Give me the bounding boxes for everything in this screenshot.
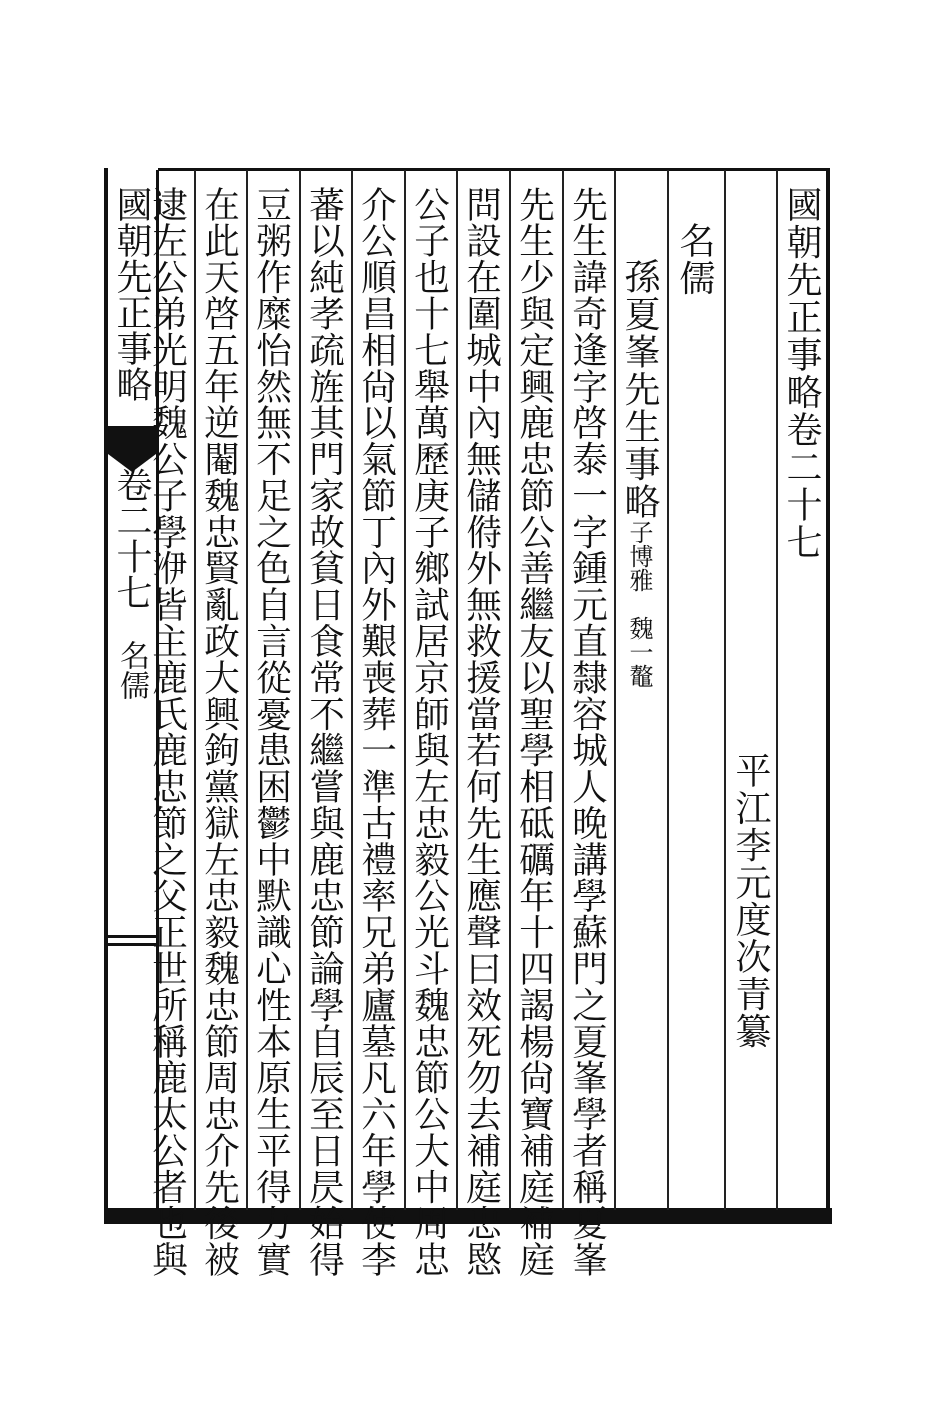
spine-section: 名儒	[114, 640, 149, 700]
top-border-rule	[158, 168, 830, 171]
text-column: 公子也十七舉萬歷庚子鄉試居京師與左忠毅公光斗魏忠節公大中周忠	[408, 186, 450, 1278]
text-column: 蕃以純孝疏旌其門家故貧日食常不繼嘗與鹿忠節論學自辰至日昃始得	[303, 186, 345, 1278]
text-column: 問設在圍城中內無儲偫外無救援當若何先生應聲曰效死勿去補庭忠愍	[460, 186, 502, 1278]
column-rule	[456, 170, 458, 1210]
column-rule	[667, 170, 669, 1210]
column-rule	[776, 170, 778, 1210]
column-rule	[246, 170, 248, 1210]
text-column: 先生少與定興鹿忠節公善繼友以聖學相砥礪年十四謁楊尙寶補庭補庭	[513, 186, 555, 1278]
volume-title: 國朝先正事略卷二十七	[781, 186, 822, 561]
article-title: 孫夏峯先生事略	[619, 258, 660, 521]
spine-volume: 卷二十七	[111, 466, 152, 610]
column-rule	[404, 170, 406, 1210]
column-rule	[194, 170, 196, 1210]
section-label: 名儒	[674, 222, 715, 297]
spine-page-number	[116, 918, 146, 948]
column-rule	[562, 170, 564, 1210]
text-column: 介公順昌相尙以氣節丁內外艱喪葬一準古禮率兄弟廬墓凡六年學使李	[355, 186, 397, 1278]
column-rule	[299, 170, 301, 1210]
column-rule	[351, 170, 353, 1210]
article-note: 子博雅 魏一鼇	[625, 520, 653, 688]
column-rule	[509, 170, 511, 1210]
text-column: 豆粥作糜怡然無不足之色自言從憂患困鬱中默識心性本原生平得力實	[250, 186, 292, 1278]
text-column: 逮左公弟光明魏公子學洢皆主鹿氏鹿忠節之父正世所稱鹿太公者也與	[146, 186, 188, 1278]
spine-title: 國朝先正事略	[111, 186, 152, 402]
column-rule	[614, 170, 616, 1210]
left-border-rule	[104, 168, 108, 1218]
text-column: 在此天啓五年逆閹魏忠賢亂政大興鉤黨獄左忠毅魏忠節周忠介先後被	[198, 186, 240, 1278]
right-border-rule	[826, 168, 830, 1218]
text-column: 先生諱奇逢字啓泰一字鍾元直隸容城人晚講學蘇門之夏峯學者稱夏峯	[566, 186, 608, 1278]
author-line: 平江李元度次青纂	[730, 752, 771, 1050]
column-rule	[724, 170, 726, 1210]
